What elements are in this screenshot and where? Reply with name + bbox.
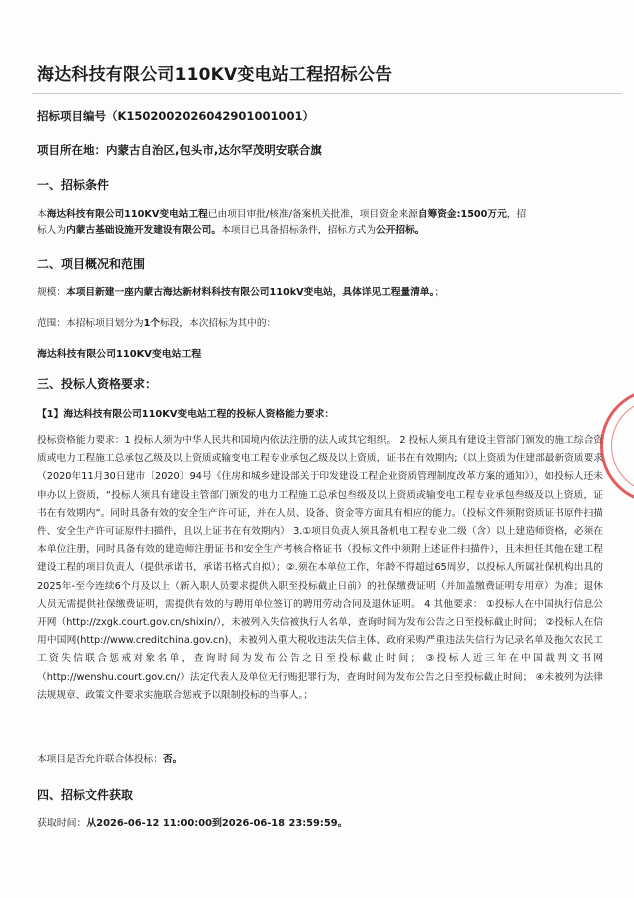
text-span: 标人为 [37, 225, 67, 236]
section-heading-1: 一、招标条件 [37, 178, 110, 192]
project-number-line [37, 108, 314, 124]
text-span: 已由项目审批/核准/备案机关批准，项目资金来源 [207, 209, 418, 220]
project-scope-line [37, 315, 276, 329]
acquisition-time-value: 从2026-06-12 11:00:00到2026-06-18 23:59:59。 [86, 818, 348, 829]
text-span: 范围：本招标项目划分为 [37, 318, 144, 329]
project-number-label: 招标项目编号 [37, 109, 106, 123]
text-span: 本 [37, 209, 47, 220]
project-location-label: 项目所在地： [37, 143, 106, 157]
tender-method: 公开招标。 [376, 225, 425, 236]
tenderer-name: 内蒙古基础设施开发建设有限公司。 [66, 225, 222, 236]
consortium-line [37, 751, 182, 765]
scale-text: 本项目新建一座内蒙古海达新材料科技有限公司110kV变电站，具体详见工程量清单。 [66, 287, 435, 298]
project-name: 海达科技有限公司110KV变电站工程 [46, 209, 208, 220]
tender-conditions-line-2 [37, 222, 425, 236]
project-location-value: 内蒙古自治区,包头市,达尔罕茂明安联合旗 [106, 143, 322, 157]
project-scale-line [37, 284, 444, 298]
qualification-requirements: 投标资格能力要求：1 投标人须为中华人民共和国境内依法注册的法人或其它组织。 2 投标人须具有建设主管部门颁发的施工综合资质或电力工程施工总承包乙级及以上资质或输变电工程专业承包乙级及以上资质，证书在有效期内;（以上资质为住建部最新资质要求（2020年11月30日建市〔2020〕94号《住房和城乡建设部关于印发建设工程企业资质管理制度改革方案的通知》），如投标人还未申办以上资质，“投标人须具有建设主管部门颁发的电力工程施工总承包叁级及以上资质或输变电工程专业承包叁级及以上资质，证书在有效期内”。同时具备有效的安全生产许可证，并在人员、设备、资金等方面具有相应的能力。（投标文件须附资质证书原件扫描件、安全生产许可证原件扫描件，且以上证书在有效期内） 3.①项目负责人须具备机电工程专业二级（含）以上建造师资格，必须在本单位注册，同时具备有效的建造师注册证书和安全生产考核合格证书（投标文件中须附上述证件扫描件），且未担任其他在建工程建设工程的项目负责人（提供承诺书，承诺书格式自拟）；②.须在本单位工作，年龄不得超过65周岁，以投标人所属社保机构出具的2025年-至今连续6个月及以上（新入职人员要求提供入职至投标截止日前）的社保缴费证明（并加盖缴费证明专用章）为准；退休人员无需提供社保缴费证明，需提供有效的与聘用单位签订的聘用劳动合同及退休证明。 4 其他要求： ①投标人在中国执行信息公开网（http://zxgk.court.gov.cn/shixin/），未被列入失信被执行人名单，查询时间为发布公告之日至投标截止时间； ②投标人在信用中国网(http://www.creditchina.gov.cn)，未被列入重大税收违法失信主体、政府采购严重违法失信行为记录名单及拖欠农民工工资失信联合惩戒对象名单，查询时间为发布公告之日至投标截止时间； ③投标人近三年在中国裁判文书网（http://wenshu.court.gov.cn/）法定代表人及单位无行贿犯罪行为，查询时间为发布公告之日至投标截止时间； ④未被列为法律法规规章、政策文件要求实施联合惩戒予以限制投标的当事人。； [37, 435, 603, 701]
consortium-value: 否。 [162, 754, 183, 765]
fund-source: 自筹资金:1500万元 [417, 209, 507, 220]
consortium-label: 本项目是否允许联合体投标： [37, 754, 163, 765]
lot-count: 1个 [143, 318, 160, 329]
section-heading-4: 四、招标文件获取 [37, 788, 134, 802]
text-span: ，招 [506, 209, 527, 220]
text-span: 标段，本次招标为其中的： [160, 318, 277, 329]
lot-name: 海达科技有限公司110KV变电站工程 [37, 349, 202, 360]
official-seal-stamp [600, 388, 634, 504]
page-title: 海达科技有限公司110KV变电站工程招标公告 [37, 65, 393, 85]
acquisition-time-label: 获取时间： [37, 818, 87, 829]
acquisition-time-line [37, 815, 347, 829]
text-span: 本项目已具备招标条件，招标方式为 [221, 225, 377, 236]
text-span: ； [434, 287, 445, 298]
qualification-subheading: 【1】海达科技有限公司110KV变电站工程的投标人资格能力要求： [37, 409, 335, 420]
section-heading-2: 二、项目概况和范围 [37, 257, 146, 271]
project-location-line [37, 142, 322, 158]
scale-label: 规模： [37, 287, 67, 298]
title-divider [32, 93, 622, 94]
section-heading-3: 三、投标人资格要求： [37, 377, 158, 391]
project-number-value: （K1502002026042901001001） [106, 109, 314, 123]
tender-conditions-line-1 [37, 206, 526, 220]
